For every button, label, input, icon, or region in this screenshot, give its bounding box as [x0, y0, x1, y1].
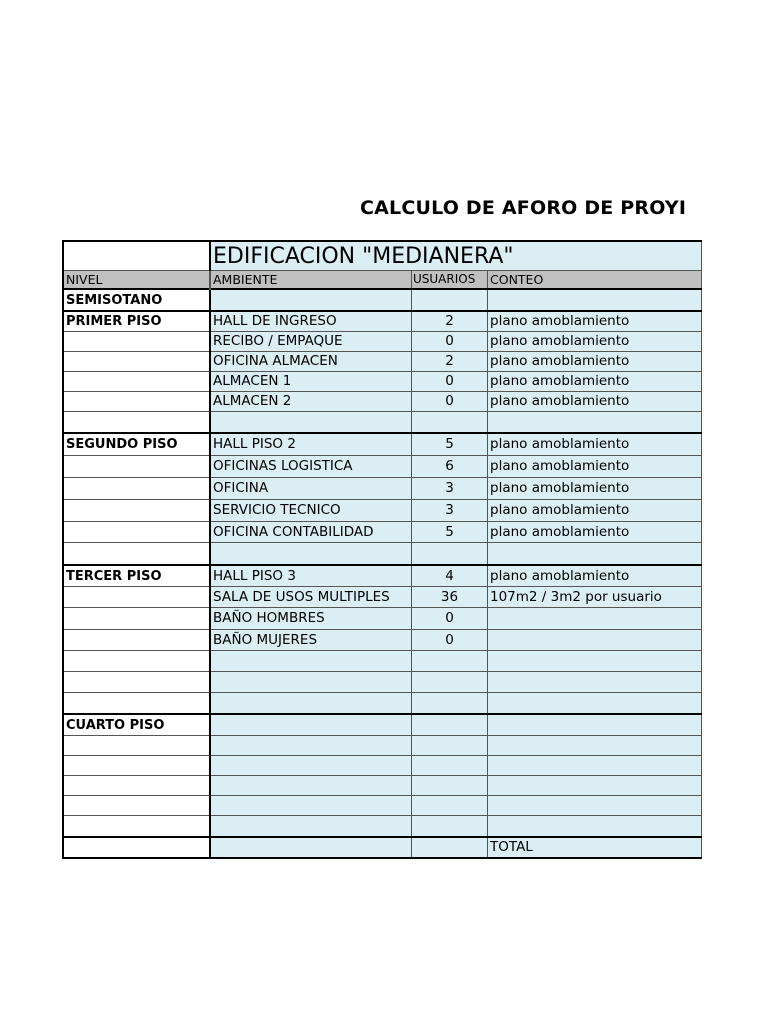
ambiente-cell[interactable]: BAÑO MUJERES [210, 630, 412, 651]
ambiente-cell[interactable]: OFICINA ALMACEN [210, 352, 412, 372]
ambiente-cell[interactable]: SERVICIO TECNICO [210, 500, 412, 522]
total-row-nivel-cell[interactable] [63, 837, 210, 858]
ambiente-cell[interactable]: OFICINA [210, 478, 412, 500]
header-ambiente[interactable]: AMBIENTE [210, 271, 412, 290]
table-row [63, 756, 702, 776]
nivel-cell[interactable] [63, 332, 210, 352]
table-row [63, 456, 702, 478]
table-row [63, 672, 702, 693]
total-label[interactable]: TOTAL [488, 837, 702, 858]
conteo-cell[interactable]: plano amoblamiento [488, 311, 702, 332]
conteo-cell[interactable]: plano amoblamiento [488, 500, 702, 522]
nivel-cell[interactable]: SEGUNDO PISO [63, 433, 210, 456]
table-row [63, 736, 702, 756]
nivel-cell[interactable]: CUARTO PISO [63, 714, 210, 736]
nivel-cell[interactable] [63, 630, 210, 651]
usuarios-cell[interactable]: 0 [412, 372, 488, 392]
usuarios-cell[interactable]: 0 [412, 332, 488, 352]
aforo-table [62, 240, 702, 859]
conteo-cell[interactable]: plano amoblamiento [488, 478, 702, 500]
building-name: EDIFICACION "MEDIANERA" [213, 243, 514, 269]
nivel-cell[interactable] [63, 392, 210, 412]
conteo-cell[interactable]: plano amoblamiento [488, 392, 702, 412]
conteo-cell[interactable] [488, 543, 702, 566]
nivel-cell[interactable]: TERCER PISO [63, 565, 210, 587]
table-row [63, 714, 702, 736]
ambiente-cell[interactable] [210, 736, 412, 756]
total-row-ambiente-cell[interactable] [210, 837, 412, 858]
conteo-cell[interactable]: plano amoblamiento [488, 565, 702, 587]
table-row [63, 392, 702, 412]
nivel-cell[interactable] [63, 587, 210, 608]
usuarios-cell[interactable]: 5 [412, 433, 488, 456]
ambiente-cell[interactable] [210, 651, 412, 672]
table-row [63, 630, 702, 651]
nivel-cell[interactable] [63, 478, 210, 500]
conteo-cell[interactable] [488, 608, 702, 630]
total-row-usuarios-cell[interactable] [412, 837, 488, 858]
usuarios-cell[interactable]: 0 [412, 608, 488, 630]
conteo-cell[interactable]: plano amoblamiento [488, 456, 702, 478]
ambiente-cell[interactable]: HALL DE INGRESO [210, 311, 412, 332]
ambiente-cell[interactable] [210, 714, 412, 736]
usuarios-cell[interactable] [412, 714, 488, 736]
building-name-cell[interactable] [210, 241, 702, 271]
usuarios-cell[interactable] [412, 796, 488, 816]
ambiente-cell[interactable] [210, 776, 412, 796]
usuarios-cell[interactable] [412, 412, 488, 434]
usuarios-cell[interactable] [412, 651, 488, 672]
table-row [63, 500, 702, 522]
nivel-cell[interactable]: PRIMER PISO [63, 311, 210, 332]
conteo-cell[interactable] [488, 289, 702, 311]
building-row-blank-cell[interactable] [63, 241, 210, 271]
conteo-cell[interactable] [488, 630, 702, 651]
conteo-cell[interactable] [488, 693, 702, 715]
nivel-cell[interactable]: SEMISOTANO [63, 289, 210, 311]
usuarios-cell[interactable]: 6 [412, 456, 488, 478]
nivel-cell[interactable] [63, 352, 210, 372]
ambiente-cell[interactable]: SALA DE USOS MULTIPLES [210, 587, 412, 608]
nivel-cell[interactable] [63, 651, 210, 672]
nivel-cell[interactable] [63, 372, 210, 392]
usuarios-cell[interactable] [412, 289, 488, 311]
nivel-cell[interactable] [63, 456, 210, 478]
conteo-cell[interactable] [488, 412, 702, 434]
table-row [63, 543, 702, 566]
usuarios-cell[interactable] [412, 756, 488, 776]
usuarios-cell[interactable]: 0 [412, 392, 488, 412]
table-row [63, 693, 702, 715]
nivel-cell[interactable] [63, 693, 210, 715]
ambiente-cell[interactable]: ALMACEN 2 [210, 392, 412, 412]
ambiente-cell[interactable]: ALMACEN 1 [210, 372, 412, 392]
table-row [63, 352, 702, 372]
ambiente-cell[interactable]: RECIBO / EMPAQUE [210, 332, 412, 352]
nivel-cell[interactable] [63, 608, 210, 630]
conteo-cell[interactable] [488, 714, 702, 736]
usuarios-cell[interactable] [412, 672, 488, 693]
usuarios-cell[interactable]: 36 [412, 587, 488, 608]
nivel-cell[interactable] [63, 776, 210, 796]
usuarios-cell[interactable] [412, 736, 488, 756]
nivel-cell[interactable] [63, 796, 210, 816]
table-row [63, 651, 702, 672]
ambiente-cell[interactable] [210, 543, 412, 566]
ambiente-cell[interactable] [210, 672, 412, 693]
table-row [63, 372, 702, 392]
conteo-cell[interactable] [488, 736, 702, 756]
ambiente-cell[interactable] [210, 412, 412, 434]
ambiente-cell[interactable] [210, 693, 412, 715]
conteo-cell[interactable] [488, 651, 702, 672]
usuarios-cell[interactable] [412, 543, 488, 566]
header-conteo[interactable]: CONTEO [488, 271, 702, 290]
nivel-cell[interactable] [63, 816, 210, 838]
conteo-cell[interactable] [488, 816, 702, 838]
nivel-cell[interactable] [63, 543, 210, 566]
conteo-cell[interactable] [488, 796, 702, 816]
table-row [63, 565, 702, 587]
table-row [63, 433, 702, 456]
ambiente-cell[interactable] [210, 796, 412, 816]
usuarios-cell[interactable]: 3 [412, 478, 488, 500]
nivel-cell[interactable] [63, 500, 210, 522]
total-row [63, 837, 702, 858]
table-row [63, 412, 702, 434]
table-row [63, 608, 702, 630]
header-nivel[interactable]: NIVEL [63, 271, 210, 290]
table-row [63, 289, 702, 311]
conteo-cell[interactable]: plano amoblamiento [488, 352, 702, 372]
nivel-cell[interactable] [63, 522, 210, 543]
nivel-cell[interactable] [63, 672, 210, 693]
ambiente-cell[interactable]: HALL PISO 3 [210, 565, 412, 587]
header-row [63, 271, 702, 290]
table-row [63, 816, 702, 838]
usuarios-cell[interactable] [412, 816, 488, 838]
conteo-cell[interactable]: plano amoblamiento [488, 372, 702, 392]
ambiente-cell[interactable] [210, 756, 412, 776]
table-row [63, 522, 702, 543]
page-title: CALCULO DE AFORO DE PROYI [360, 197, 687, 219]
ambiente-cell[interactable] [210, 816, 412, 838]
ambiente-cell[interactable]: BAÑO HOMBRES [210, 608, 412, 630]
conteo-cell[interactable] [488, 776, 702, 796]
usuarios-cell[interactable]: 3 [412, 500, 488, 522]
nivel-cell[interactable] [63, 736, 210, 756]
table-row [63, 776, 702, 796]
building-row [63, 241, 702, 271]
table-row [63, 332, 702, 352]
usuarios-cell[interactable]: 5 [412, 522, 488, 543]
conteo-cell[interactable]: plano amoblamiento [488, 433, 702, 456]
usuarios-cell[interactable] [412, 693, 488, 715]
nivel-cell[interactable] [63, 412, 210, 434]
ambiente-cell[interactable]: HALL PISO 2 [210, 433, 412, 456]
conteo-cell[interactable]: plano amoblamiento [488, 332, 702, 352]
conteo-cell[interactable]: plano amoblamiento [488, 522, 702, 543]
conteo-cell[interactable] [488, 756, 702, 776]
conteo-cell[interactable] [488, 672, 702, 693]
table-row [63, 478, 702, 500]
usuarios-cell[interactable]: 0 [412, 630, 488, 651]
header-usuarios[interactable]: USUARIOS [412, 271, 488, 290]
usuarios-cell[interactable]: 2 [412, 352, 488, 372]
usuarios-cell[interactable]: 4 [412, 565, 488, 587]
ambiente-cell[interactable] [210, 289, 412, 311]
table-row [63, 587, 702, 608]
usuarios-cell[interactable]: 2 [412, 311, 488, 332]
ambiente-cell[interactable]: OFICINA CONTABILIDAD [210, 522, 412, 543]
table-row [63, 311, 702, 332]
ambiente-cell[interactable]: OFICINAS LOGISTICA [210, 456, 412, 478]
conteo-cell[interactable]: 107m2 / 3m2 por usuario [488, 587, 702, 608]
table-row [63, 796, 702, 816]
usuarios-cell[interactable] [412, 776, 488, 796]
nivel-cell[interactable] [63, 756, 210, 776]
